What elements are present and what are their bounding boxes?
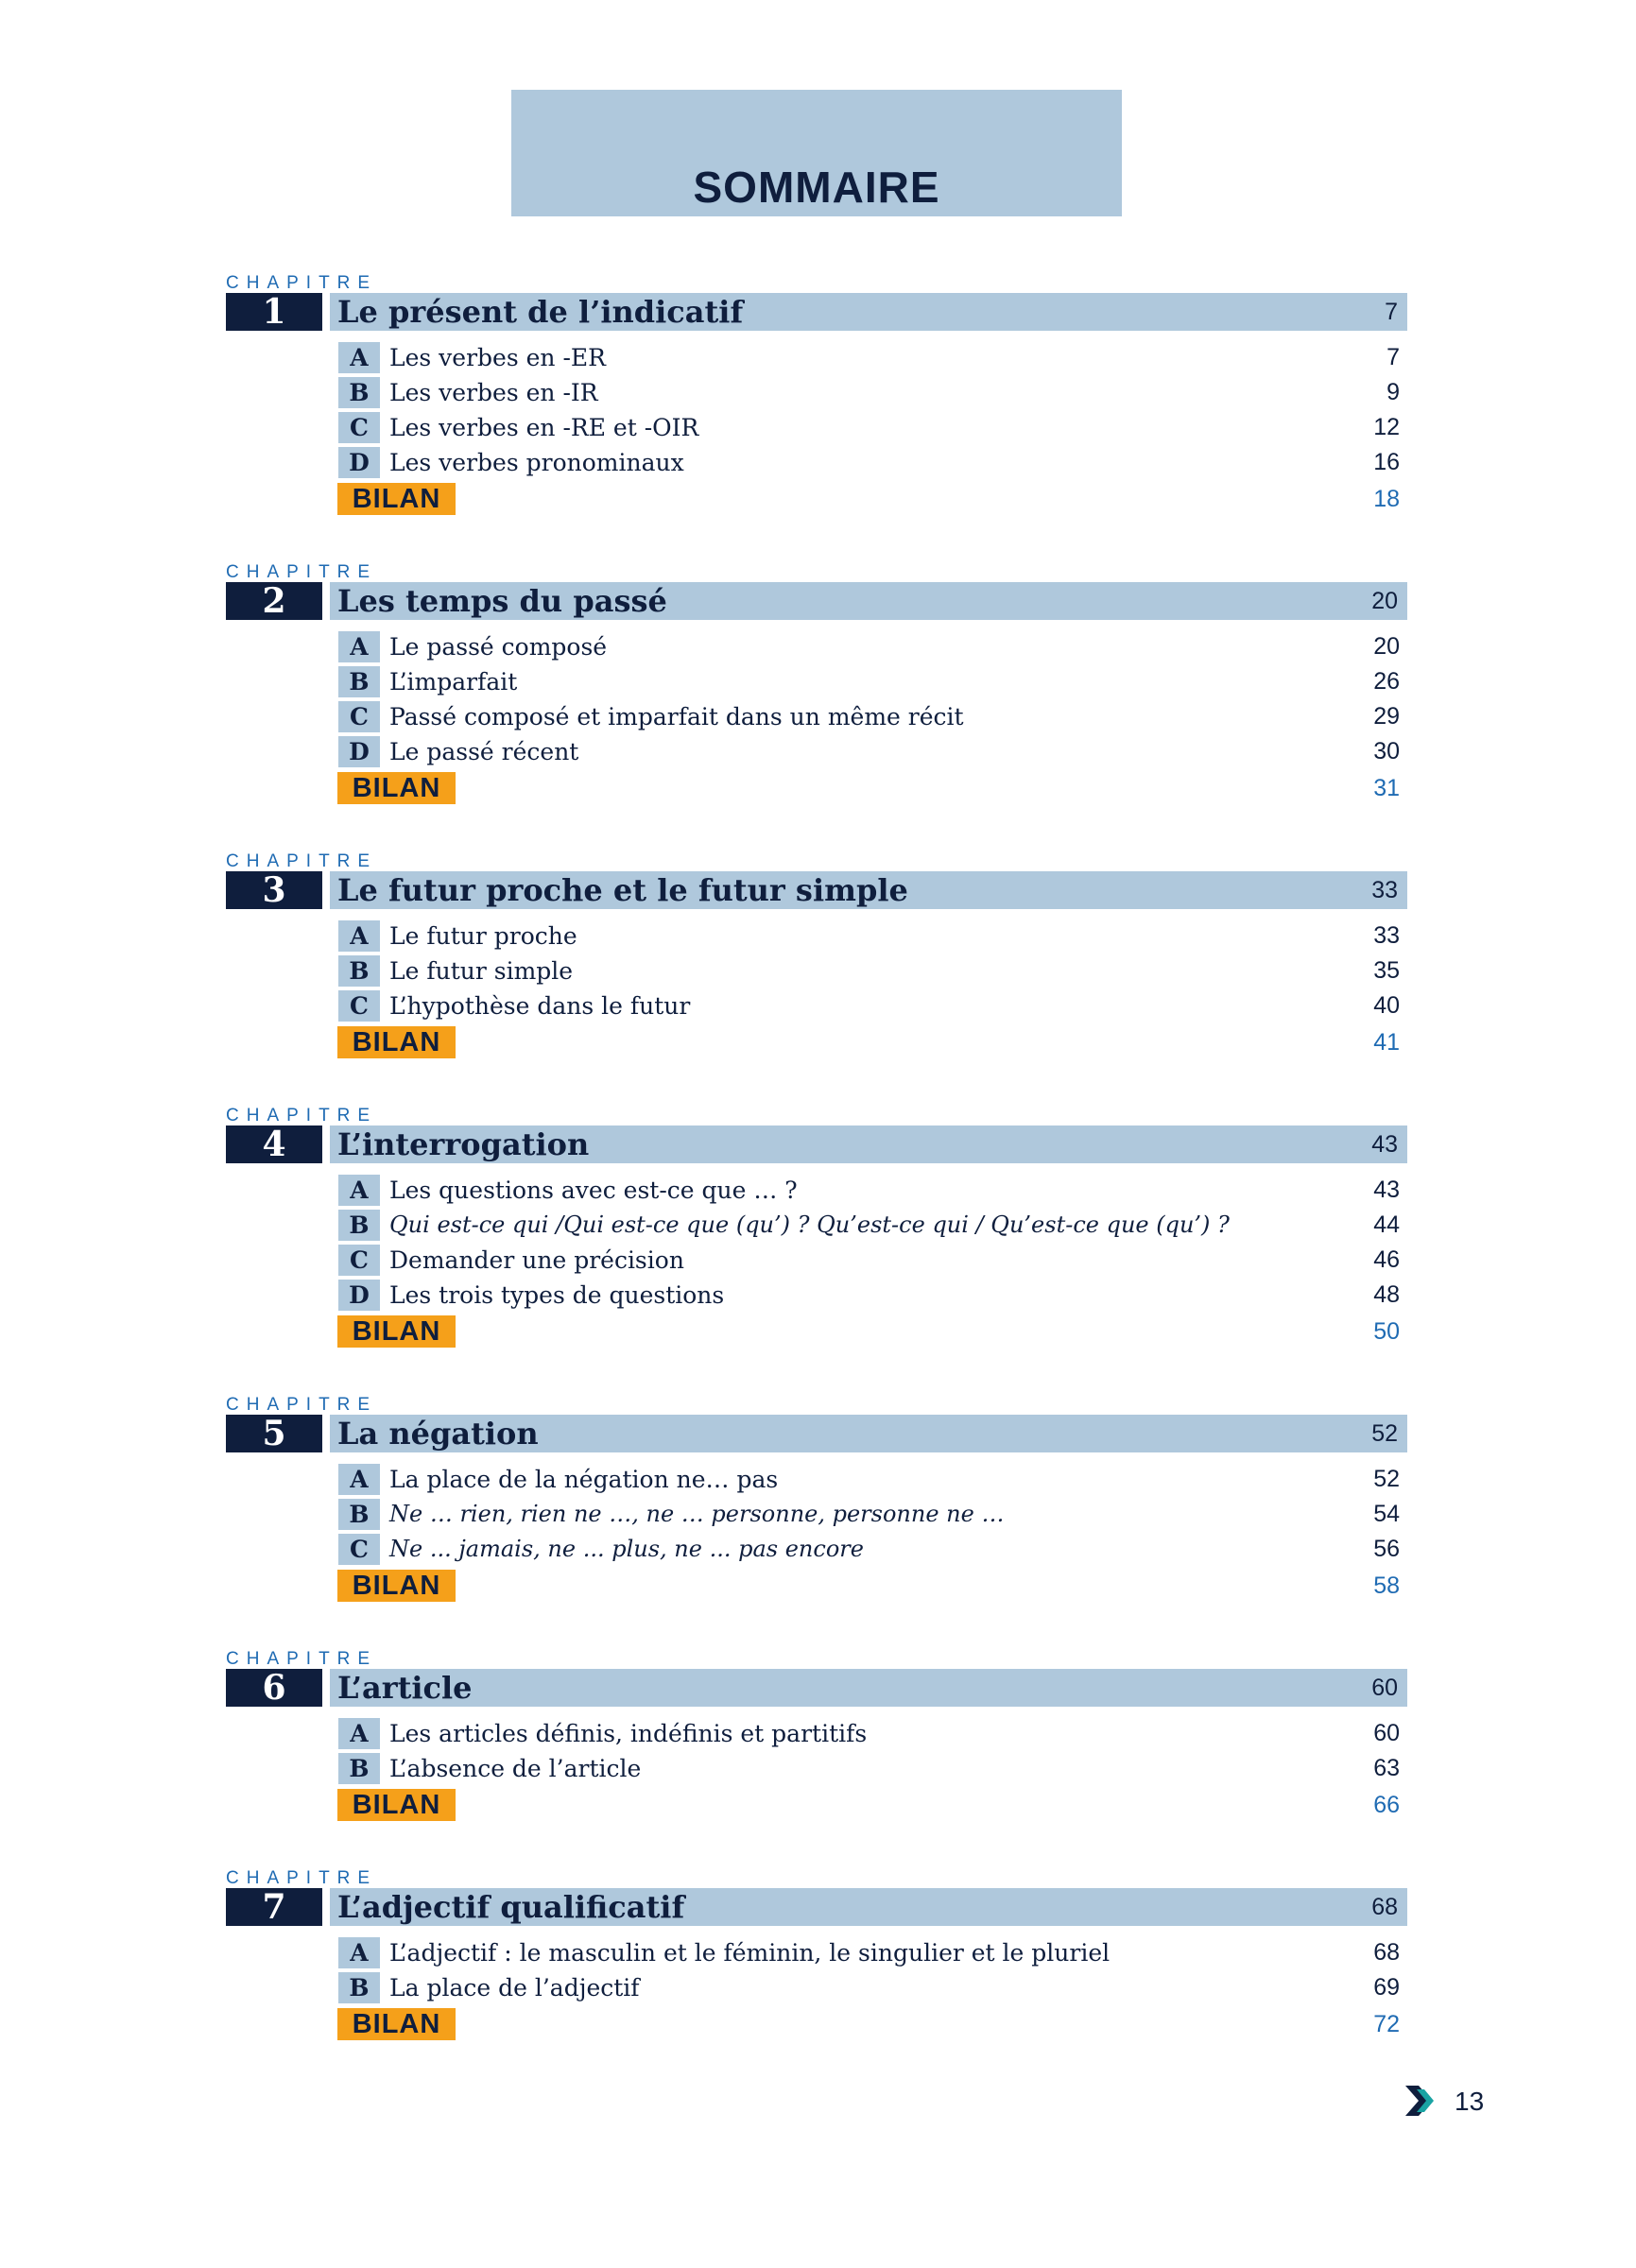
chapter-page: 7 — [1385, 299, 1398, 325]
section-letter: A — [338, 1464, 380, 1495]
chapter-title: La négation — [337, 1416, 539, 1452]
section-item[interactable] — [0, 1751, 1636, 1786]
chapter-label: CHAPITRE — [226, 1106, 378, 1125]
section-letter: B — [338, 1210, 380, 1241]
chapter-number: 7 — [226, 1888, 322, 1926]
bilan-item[interactable] — [0, 1786, 1636, 1824]
section-page: 63 — [1373, 1755, 1400, 1781]
section-title: La place de la négation ne… pas — [389, 1466, 779, 1493]
chapter-title: Le futur proche et le futur simple — [337, 872, 908, 908]
section-letter: D — [338, 736, 380, 767]
section-title: Les verbes en -IR — [389, 379, 598, 406]
chapter-label: CHAPITRE — [226, 1395, 378, 1415]
bilan-badge: BILAN — [337, 1789, 456, 1821]
bilan-badge: BILAN — [337, 1315, 456, 1348]
bilan-badge: BILAN — [337, 1026, 456, 1058]
section-title: Le futur simple — [389, 957, 574, 985]
bilan-item[interactable] — [0, 1023, 1636, 1061]
chapter-number: 5 — [226, 1415, 322, 1452]
section-page: 30 — [1373, 738, 1400, 765]
bilan-page: 31 — [1373, 775, 1400, 801]
chapter-4 — [0, 1107, 1636, 1350]
section-item[interactable] — [0, 1935, 1636, 1970]
section-title: Qui est-ce qui /Qui est-ce que (qu’) ? Qu’est-ce qui / Qu’est-ce que (qu’) ? — [389, 1211, 1230, 1238]
section-page: 52 — [1373, 1466, 1400, 1492]
section-letter: C — [338, 1534, 380, 1565]
section-item[interactable] — [0, 340, 1636, 375]
section-page: 7 — [1386, 344, 1400, 370]
section-page: 35 — [1373, 957, 1400, 984]
section-item[interactable] — [0, 954, 1636, 988]
section-item[interactable] — [0, 1497, 1636, 1532]
section-letter: A — [338, 920, 380, 952]
chapter-number: 3 — [226, 871, 322, 909]
section-title: Les verbes pronominaux — [389, 449, 684, 476]
section-page: 40 — [1373, 992, 1400, 1019]
section-title: Le passé composé — [389, 633, 608, 661]
chapter-7 — [0, 1869, 1636, 2043]
section-letter: C — [338, 990, 380, 1022]
bilan-badge: BILAN — [337, 2008, 456, 2040]
section-letter: A — [338, 1718, 380, 1749]
chapter-page: 33 — [1371, 877, 1398, 903]
section-letter: A — [338, 342, 380, 373]
section-item[interactable] — [0, 988, 1636, 1023]
bilan-item[interactable] — [0, 480, 1636, 518]
bilan-page: 72 — [1373, 2011, 1400, 2037]
section-page: 60 — [1373, 1720, 1400, 1746]
bilan-item[interactable] — [0, 769, 1636, 807]
page-number: 13 — [1455, 2087, 1485, 2116]
section-item[interactable] — [0, 1173, 1636, 1208]
section-item[interactable] — [0, 445, 1636, 480]
bilan-badge: BILAN — [337, 483, 456, 515]
chapter-title: L’interrogation — [337, 1126, 590, 1162]
chapter-title: Le présent de l’indicatif — [337, 294, 744, 330]
section-list — [0, 563, 1636, 807]
section-page: 48 — [1373, 1281, 1400, 1308]
section-letter: B — [338, 1499, 380, 1530]
section-item[interactable] — [0, 1243, 1636, 1278]
chapter-2 — [0, 563, 1636, 807]
chapter-number: 4 — [226, 1125, 322, 1163]
section-item[interactable] — [0, 629, 1636, 664]
section-title: Ne ... jamais, ne ... plus, ne ... pas encore — [389, 1536, 864, 1562]
section-item[interactable] — [0, 1716, 1636, 1751]
section-letter: C — [338, 1245, 380, 1276]
chapter-3 — [0, 852, 1636, 1061]
section-title: La place de l’adjectif — [389, 1974, 640, 2002]
section-letter: D — [338, 447, 380, 478]
section-item[interactable] — [0, 1208, 1636, 1243]
section-letter: B — [338, 1753, 380, 1784]
section-title: L’absence de l’article — [389, 1755, 642, 1782]
section-letter: C — [338, 412, 380, 443]
chapter-page: 68 — [1371, 1894, 1398, 1920]
section-letter: B — [338, 377, 380, 408]
section-item[interactable] — [0, 664, 1636, 699]
section-page: 33 — [1373, 922, 1400, 949]
section-title: L’adjectif : le masculin et le féminin, le singulier et le pluriel — [389, 1939, 1111, 1967]
section-title: L’hypothèse dans le futur — [389, 992, 691, 1020]
bilan-item[interactable] — [0, 2005, 1636, 2043]
section-title: L’imparfait — [389, 668, 518, 696]
section-letter: D — [338, 1280, 380, 1311]
chapter-6 — [0, 1650, 1636, 1824]
chapter-page: 52 — [1371, 1420, 1398, 1447]
section-page: 20 — [1373, 633, 1400, 660]
section-item[interactable] — [0, 734, 1636, 769]
section-item[interactable] — [0, 1532, 1636, 1567]
chevron-right-icon — [1404, 2084, 1438, 2118]
section-page: 46 — [1373, 1246, 1400, 1273]
page-title: SOMMAIRE — [693, 163, 940, 212]
section-title: Demander une précision — [389, 1246, 684, 1274]
section-letter: A — [338, 1175, 380, 1206]
section-list — [0, 274, 1636, 518]
bilan-badge: BILAN — [337, 1570, 456, 1602]
section-item[interactable] — [0, 699, 1636, 734]
section-item[interactable] — [0, 1970, 1636, 2005]
bilan-item[interactable] — [0, 1567, 1636, 1605]
section-title: Passé composé et imparfait dans un même récit — [389, 703, 964, 730]
chapter-title: L’adjectif qualificatif — [337, 1889, 685, 1925]
section-page: 56 — [1373, 1536, 1400, 1562]
section-list — [0, 1107, 1636, 1350]
bilan-page: 41 — [1373, 1029, 1400, 1056]
chapter-label: CHAPITRE — [226, 1868, 378, 1888]
section-page: 16 — [1373, 449, 1400, 475]
bilan-page: 18 — [1373, 486, 1400, 512]
section-page: 54 — [1373, 1501, 1400, 1527]
section-letter: B — [338, 955, 380, 987]
section-list — [0, 1869, 1636, 2043]
section-title: Les verbes en -RE et -OIR — [389, 414, 699, 441]
bilan-badge: BILAN — [337, 772, 456, 804]
section-page: 29 — [1373, 703, 1400, 730]
chapter-label: CHAPITRE — [226, 273, 378, 293]
section-title: Les questions avec est-ce que … ? — [389, 1177, 798, 1204]
chapter-number: 2 — [226, 582, 322, 620]
section-letter: C — [338, 701, 380, 732]
section-title: Ne … rien, rien ne …, ne … personne, personne ne … — [389, 1501, 1005, 1527]
chapter-page: 20 — [1371, 588, 1398, 614]
section-list — [0, 1396, 1636, 1605]
section-item[interactable] — [0, 375, 1636, 410]
chapter-page: 60 — [1371, 1675, 1398, 1701]
section-item[interactable] — [0, 1278, 1636, 1313]
section-page: 44 — [1373, 1211, 1400, 1238]
chapter-title: Les temps du passé — [337, 583, 667, 619]
section-page: 9 — [1386, 379, 1400, 405]
chapter-1 — [0, 274, 1636, 518]
section-letter: B — [338, 1972, 380, 2003]
chapter-label: CHAPITRE — [226, 562, 378, 582]
section-title: Le passé récent — [389, 738, 579, 765]
chapter-page: 43 — [1371, 1131, 1398, 1158]
section-page: 26 — [1373, 668, 1400, 695]
section-list — [0, 852, 1636, 1061]
section-item[interactable] — [0, 919, 1636, 954]
chapter-number: 1 — [226, 293, 322, 331]
section-letter: A — [338, 631, 380, 662]
section-page: 68 — [1373, 1939, 1400, 1966]
section-list — [0, 1650, 1636, 1824]
chapter-label: CHAPITRE — [226, 851, 378, 871]
section-letter: B — [338, 666, 380, 697]
chapter-number: 6 — [226, 1669, 322, 1707]
section-title: Les trois types de questions — [389, 1281, 725, 1309]
section-item[interactable] — [0, 1462, 1636, 1497]
bilan-page: 58 — [1373, 1572, 1400, 1599]
chapter-5 — [0, 1396, 1636, 1605]
section-item[interactable] — [0, 410, 1636, 445]
bilan-page: 66 — [1373, 1792, 1400, 1818]
bilan-page: 50 — [1373, 1318, 1400, 1345]
section-page: 43 — [1373, 1177, 1400, 1203]
section-title: Les articles définis, indéfinis et partitifs — [389, 1720, 868, 1747]
chapter-label: CHAPITRE — [226, 1649, 378, 1669]
section-title: Les verbes en -ER — [389, 344, 606, 371]
bilan-item[interactable] — [0, 1313, 1636, 1350]
section-page: 12 — [1373, 414, 1400, 440]
title-banner — [511, 90, 1122, 216]
chapter-title: L’article — [337, 1670, 473, 1706]
section-title: Le futur proche — [389, 922, 577, 950]
section-letter: A — [338, 1937, 380, 1968]
table-of-contents — [0, 274, 1636, 2088]
section-page: 69 — [1373, 1974, 1400, 2001]
